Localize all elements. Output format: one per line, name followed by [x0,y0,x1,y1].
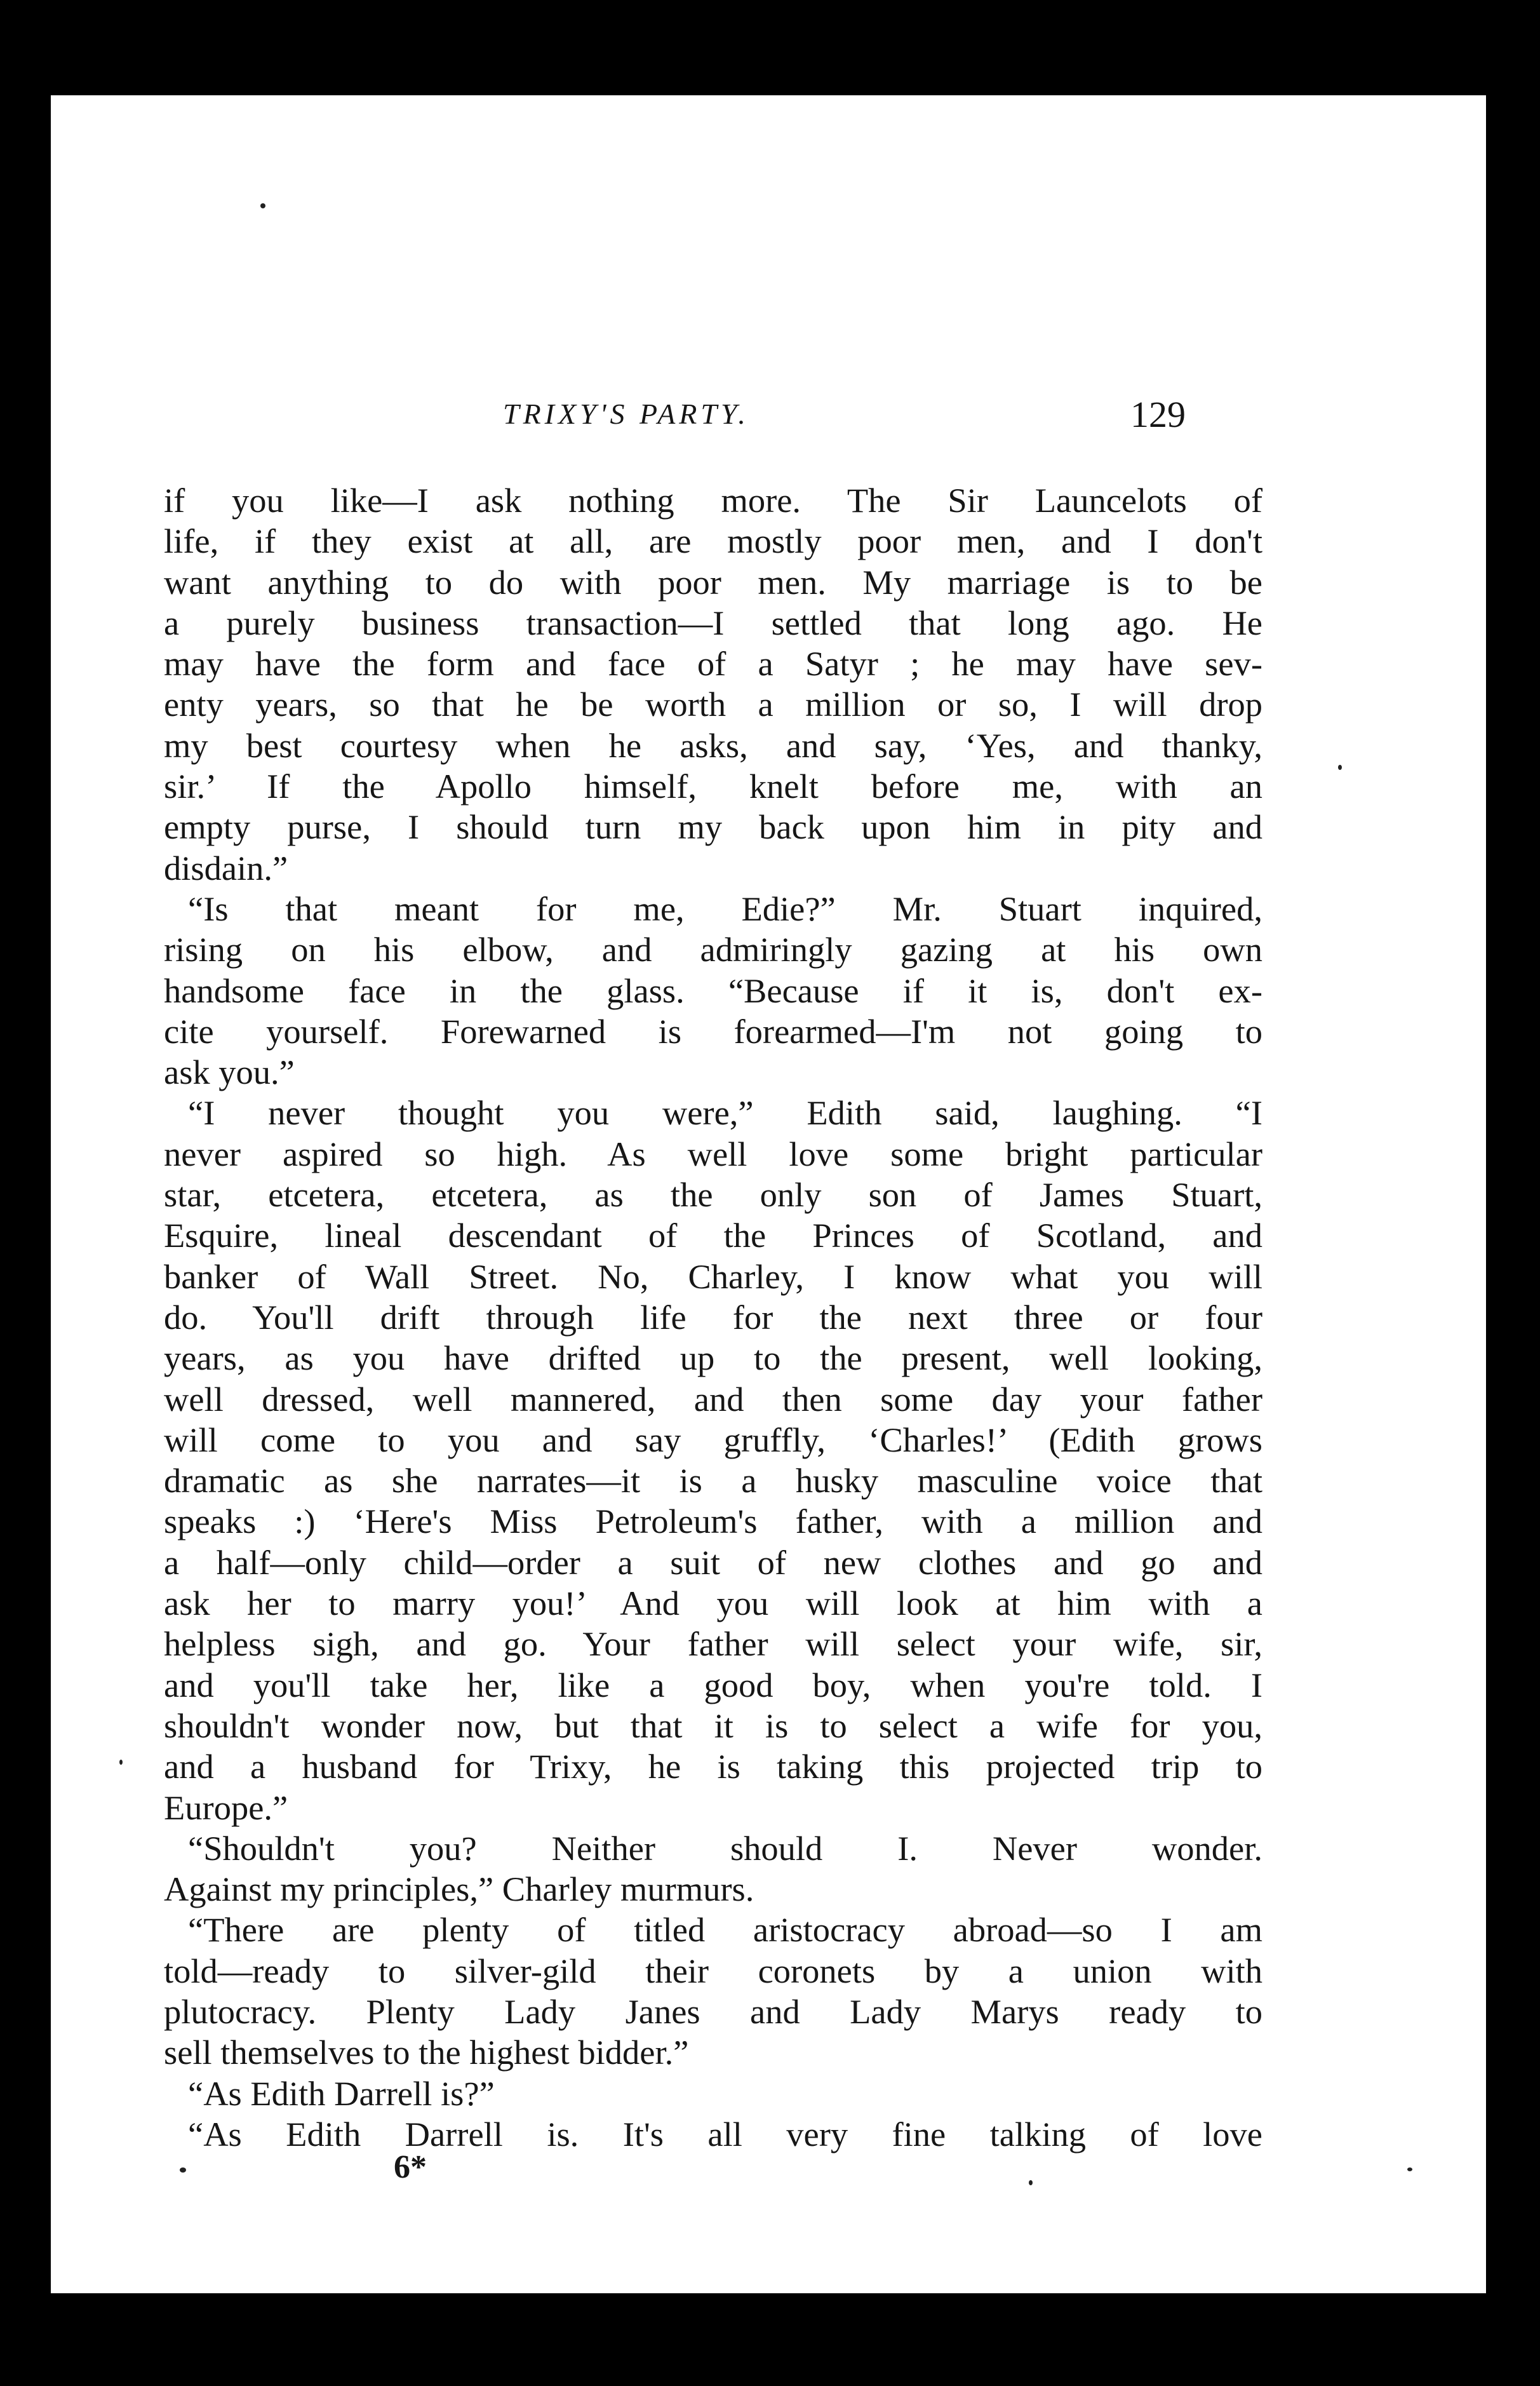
text-line: dramatic as she narrates—it is a husky masculine voice that [164,1461,1262,1500]
text-line: helpless sigh, and go. Your father will select your wife, sir, [164,1624,1262,1664]
scan-speck [1338,765,1342,770]
text-line: and a husband for Trixy, he is taking this projected trip to [164,1747,1262,1786]
text-line: never aspired so high. As well love some bright particular [164,1134,1262,1173]
text-line: ask her to marry you!’ And you will look at him with a [164,1584,1262,1623]
text-line: ask you.” [164,1053,295,1092]
text-line: rising on his elbow, and admiringly gazing at his own [164,930,1262,969]
text-line: Europe.” [164,1788,288,1827]
scan-speck [180,2167,186,2173]
text-line: speaks :) ‘Here's Miss Petroleum's father, with a million and [164,1502,1262,1541]
text-line: a half—only child—order a suit of new clothes and go and [164,1542,1262,1582]
text-line: “Shouldn't you? Neither should I. Never wonder. [188,1828,1262,1868]
text-line: well dressed, well mannered, and then some day your father [164,1379,1262,1419]
text-line: Esquire, lineal descendant of the Princes of Scotland, and [164,1216,1262,1255]
scan-speck [119,1760,123,1765]
text-line: handsome face in the glass. “Because if it is, don't ex- [164,971,1262,1010]
signature-mark: 6* [394,2149,427,2185]
text-line: empty purse, I should turn my back upon him in pity and [164,807,1262,847]
text-line: “There are plenty of titled aristocracy abroad—so I am [188,1910,1262,1950]
text-line: years, as you have drifted up to the present, well looking, [164,1338,1262,1378]
text-line: and you'll take her, like a good boy, when you're told. I [164,1665,1262,1704]
scan-speck [260,203,265,208]
text-line: star, etcetera, etcetera, as the only son of James Stuart, [164,1175,1262,1215]
book-page [51,95,1486,2293]
text-line: sell themselves to the highest bidder.” [164,2033,689,2072]
text-line: “As Edith Darrell is?” [188,2073,495,2113]
scan-speck [1407,2167,1412,2171]
text-line: will come to you and say gruffly, ‘Charles!’ (Edith grows [164,1420,1262,1459]
text-line: life, if they exist at all, are mostly poor men, and I don't [164,522,1262,561]
scan-speck [1029,2180,1033,2185]
text-line: plutocracy. Plenty Lady Janes and Lady Marys ready to [164,1992,1262,2031]
text-line: a purely business transaction—I settled that long ago. He [164,603,1262,642]
text-line: Against my principles,” Charley murmurs. [164,1870,754,1909]
page-header [51,394,1486,441]
page-number: 129 [1130,394,1186,435]
text-line: my best courtesy when he asks, and say, ‘Yes, and thanky, [164,725,1262,765]
text-line: disdain.” [164,848,288,887]
text-line: sir.’ If the Apollo himself, knelt before me, with an [164,767,1262,806]
text-line: may have the form and face of a Satyr ; he may have sev- [164,644,1262,684]
text-line: want anything to do with poor men. My marriage is to be [164,562,1262,602]
body-text [164,480,1262,2155]
text-line: banker of Wall Street. No, Charley, I know what you will [164,1257,1262,1296]
running-title: TRIXY'S PARTY. [503,398,749,430]
text-line: “As Edith Darrell is. It's all very fine talking of love [188,2114,1262,2153]
text-line: told—ready to silver-gild their coronets by a union with [164,1951,1262,1990]
text-line: “Is that meant for me, Edie?” Mr. Stuart inquired, [188,889,1262,928]
text-line: “I never thought you were,” Edith said, laughing. “I [188,1093,1262,1133]
text-line: if you like—I ask nothing more. The Sir Launcelots of [164,481,1262,520]
text-line: do. You'll drift through life for the next three or four [164,1297,1262,1337]
text-line: enty years, so that he be worth a million or so, I will drop [164,685,1262,724]
text-line: shouldn't wonder now, but that it is to select a wife for you, [164,1706,1262,1745]
text-line: cite yourself. Forewarned is forearmed—I'm not going to [164,1011,1262,1051]
